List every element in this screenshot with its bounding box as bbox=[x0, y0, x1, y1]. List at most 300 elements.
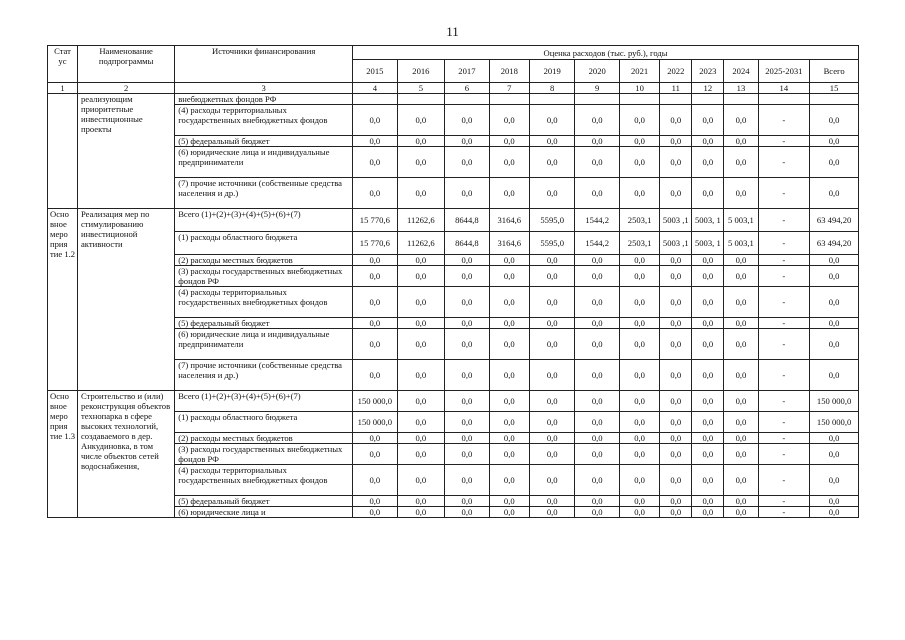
value-cell: 0,0 bbox=[529, 391, 575, 412]
header-col-number: 1 bbox=[48, 83, 78, 94]
value-cell: 0,0 bbox=[353, 287, 397, 318]
value-cell: 0,0 bbox=[724, 266, 758, 287]
header-name: Наименование подпрограммы bbox=[77, 46, 174, 83]
value-cell: 0,0 bbox=[619, 105, 659, 136]
value-cell: 5 003,1 bbox=[724, 232, 758, 255]
header-col-number: 7 bbox=[489, 83, 529, 94]
value-cell: 0,0 bbox=[397, 507, 445, 518]
value-cell: - bbox=[758, 232, 810, 255]
value-cell: 0,0 bbox=[445, 496, 489, 507]
value-cell: 11262,6 bbox=[397, 209, 445, 232]
value-cell: 0,0 bbox=[724, 360, 758, 391]
value-cell: 0,0 bbox=[353, 136, 397, 147]
value-cell: 2503,1 bbox=[619, 232, 659, 255]
header-year: 2022 bbox=[660, 60, 692, 83]
value-cell: 0,0 bbox=[529, 444, 575, 465]
value-cell: 0,0 bbox=[575, 255, 619, 266]
value-cell: 0,0 bbox=[619, 444, 659, 465]
value-cell: 0,0 bbox=[397, 255, 445, 266]
value-cell: 0,0 bbox=[529, 178, 575, 209]
value-cell: 0,0 bbox=[489, 433, 529, 444]
funding-source-cell: (2) расходы местных бюджетов bbox=[175, 433, 353, 444]
value-cell: 5003, 1 bbox=[692, 209, 724, 232]
value-cell: 63 494,20 bbox=[810, 232, 859, 255]
value-cell: 0,0 bbox=[724, 412, 758, 433]
value-cell: 5003 ,1 bbox=[660, 232, 692, 255]
budget-table bbox=[47, 45, 859, 518]
value-cell: 0,0 bbox=[692, 105, 724, 136]
value-cell: 0,0 bbox=[445, 178, 489, 209]
value-cell: 0,0 bbox=[810, 329, 859, 360]
value-cell: 0,0 bbox=[660, 147, 692, 178]
value-cell: 0,0 bbox=[810, 255, 859, 266]
value-cell: 0,0 bbox=[660, 465, 692, 496]
header-source: Источники финансирования bbox=[175, 46, 353, 83]
value-cell: 0,0 bbox=[529, 360, 575, 391]
value-cell: 0,0 bbox=[660, 507, 692, 518]
value-cell: 0,0 bbox=[397, 147, 445, 178]
value-cell: 0,0 bbox=[810, 507, 859, 518]
value-cell: 0,0 bbox=[489, 496, 529, 507]
value-cell: 0,0 bbox=[489, 178, 529, 209]
value-cell: 0,0 bbox=[619, 391, 659, 412]
value-cell: 0,0 bbox=[397, 444, 445, 465]
value-cell: 0,0 bbox=[619, 287, 659, 318]
value-cell: 0,0 bbox=[810, 465, 859, 496]
header-year: 2017 bbox=[445, 60, 489, 83]
header-col-number: 4 bbox=[353, 83, 397, 94]
value-cell: 0,0 bbox=[397, 318, 445, 329]
status-cell bbox=[48, 94, 78, 209]
value-cell: 0,0 bbox=[397, 105, 445, 136]
value-cell: 0,0 bbox=[810, 496, 859, 507]
header-col-number: 2 bbox=[77, 83, 174, 94]
value-cell: 150 000,0 bbox=[810, 412, 859, 433]
value-cell: 5003, 1 bbox=[692, 232, 724, 255]
value-cell: - bbox=[758, 287, 810, 318]
value-cell: 0,0 bbox=[619, 412, 659, 433]
header-year: 2024 bbox=[724, 60, 758, 83]
funding-source-cell: (2) расходы местных бюджетов bbox=[175, 255, 353, 266]
value-cell: 0,0 bbox=[724, 496, 758, 507]
value-cell: 0,0 bbox=[575, 136, 619, 147]
value-cell: - bbox=[758, 136, 810, 147]
value-cell: 0,0 bbox=[660, 329, 692, 360]
value-cell: 0,0 bbox=[445, 255, 489, 266]
value-cell: - bbox=[758, 391, 810, 412]
value-cell bbox=[397, 94, 445, 105]
value-cell bbox=[489, 94, 529, 105]
value-cell: - bbox=[758, 433, 810, 444]
value-cell: 0,0 bbox=[660, 496, 692, 507]
value-cell: 0,0 bbox=[489, 136, 529, 147]
value-cell: 0,0 bbox=[445, 360, 489, 391]
value-cell: 0,0 bbox=[353, 433, 397, 444]
value-cell: 0,0 bbox=[619, 329, 659, 360]
value-cell: 0,0 bbox=[660, 360, 692, 391]
value-cell: 1544,2 bbox=[575, 209, 619, 232]
funding-source-cell: (4) расходы территориальных государственных внебюджетных фондов bbox=[175, 287, 353, 318]
header-year: 2021 bbox=[619, 60, 659, 83]
value-cell: 5003 ,1 bbox=[660, 209, 692, 232]
value-cell: 0,0 bbox=[397, 287, 445, 318]
value-cell: 15 770,6 bbox=[353, 232, 397, 255]
value-cell: 0,0 bbox=[445, 105, 489, 136]
value-cell: 3164,6 bbox=[489, 232, 529, 255]
value-cell: 0,0 bbox=[810, 318, 859, 329]
header-year: 2016 bbox=[397, 60, 445, 83]
value-cell: 0,0 bbox=[810, 136, 859, 147]
value-cell: 0,0 bbox=[397, 465, 445, 496]
funding-source-cell: (5) федеральный бюджет bbox=[175, 318, 353, 329]
value-cell: 0,0 bbox=[575, 433, 619, 444]
table-row bbox=[48, 391, 859, 412]
value-cell: 0,0 bbox=[660, 136, 692, 147]
value-cell: 3164,6 bbox=[489, 209, 529, 232]
value-cell: - bbox=[758, 507, 810, 518]
value-cell: 0,0 bbox=[810, 433, 859, 444]
table-row bbox=[48, 94, 859, 105]
header-colnum-row bbox=[48, 83, 859, 94]
value-cell: 0,0 bbox=[445, 147, 489, 178]
value-cell: 0,0 bbox=[397, 433, 445, 444]
value-cell: 0,0 bbox=[660, 287, 692, 318]
funding-source-cell: (4) расходы территориальных государственных внебюджетных фондов bbox=[175, 105, 353, 136]
value-cell: 150 000,0 bbox=[810, 391, 859, 412]
funding-source-cell: (3) расходы государственных внебюджетных фондов РФ bbox=[175, 444, 353, 465]
value-cell: 0,0 bbox=[575, 391, 619, 412]
value-cell: 0,0 bbox=[724, 136, 758, 147]
value-cell: 0,0 bbox=[575, 178, 619, 209]
value-cell: 0,0 bbox=[692, 147, 724, 178]
value-cell: 0,0 bbox=[692, 507, 724, 518]
value-cell: 0,0 bbox=[529, 147, 575, 178]
value-cell: 0,0 bbox=[692, 318, 724, 329]
value-cell: 0,0 bbox=[489, 360, 529, 391]
value-cell: 0,0 bbox=[810, 147, 859, 178]
value-cell: 0,0 bbox=[353, 496, 397, 507]
value-cell: 150 000,0 bbox=[353, 412, 397, 433]
value-cell: 0,0 bbox=[660, 255, 692, 266]
value-cell: 0,0 bbox=[489, 318, 529, 329]
value-cell: - bbox=[758, 318, 810, 329]
value-cell: 0,0 bbox=[489, 444, 529, 465]
value-cell: 0,0 bbox=[489, 412, 529, 433]
value-cell bbox=[724, 94, 758, 105]
value-cell: 0,0 bbox=[353, 255, 397, 266]
value-cell: 0,0 bbox=[489, 266, 529, 287]
value-cell: 0,0 bbox=[575, 329, 619, 360]
header-col-number: 6 bbox=[445, 83, 489, 94]
value-cell: 0,0 bbox=[692, 433, 724, 444]
value-cell: 0,0 bbox=[660, 105, 692, 136]
header-col-number: 3 bbox=[175, 83, 353, 94]
value-cell: 0,0 bbox=[397, 178, 445, 209]
value-cell bbox=[810, 94, 859, 105]
value-cell: 0,0 bbox=[724, 391, 758, 412]
value-cell: 0,0 bbox=[353, 105, 397, 136]
value-cell: 0,0 bbox=[692, 329, 724, 360]
header-status: Стат ус bbox=[48, 46, 78, 83]
value-cell: 0,0 bbox=[810, 266, 859, 287]
value-cell: 0,0 bbox=[353, 178, 397, 209]
value-cell: - bbox=[758, 412, 810, 433]
value-cell: 63 494,20 bbox=[810, 209, 859, 232]
value-cell: 0,0 bbox=[724, 178, 758, 209]
value-cell: 0,0 bbox=[724, 105, 758, 136]
value-cell: 0,0 bbox=[529, 136, 575, 147]
funding-source-cell: (7) прочие источники (собственные средства населения и др.) bbox=[175, 360, 353, 391]
value-cell: - bbox=[758, 329, 810, 360]
value-cell: 0,0 bbox=[724, 507, 758, 518]
value-cell: 0,0 bbox=[619, 507, 659, 518]
value-cell: 0,0 bbox=[724, 465, 758, 496]
value-cell: 0,0 bbox=[529, 507, 575, 518]
value-cell: - bbox=[758, 178, 810, 209]
value-cell: 0,0 bbox=[724, 147, 758, 178]
value-cell: - bbox=[758, 266, 810, 287]
subprogram-name-cell: реализующим приоритетные инвестиционные проекты bbox=[77, 94, 174, 209]
value-cell: 0,0 bbox=[397, 391, 445, 412]
value-cell: 0,0 bbox=[445, 433, 489, 444]
table-body bbox=[48, 46, 859, 518]
header-year: 2020 bbox=[575, 60, 619, 83]
header-col-number: 14 bbox=[758, 83, 810, 94]
header-col-number: 15 bbox=[810, 83, 859, 94]
header-year: 2018 bbox=[489, 60, 529, 83]
value-cell: 0,0 bbox=[445, 507, 489, 518]
header-year: Всего bbox=[810, 60, 859, 83]
value-cell: 0,0 bbox=[619, 178, 659, 209]
value-cell: 0,0 bbox=[692, 444, 724, 465]
value-cell: 0,0 bbox=[575, 147, 619, 178]
subprogram-name-cell: Строительство и (или) реконструкция объектов технопарка в сфере высоких технологий, создаваемого в дер. Анкудиновка, в том числе объектов сетей водоснабжения, bbox=[77, 391, 174, 518]
funding-source-cell: (3) расходы государственных внебюджетных фондов РФ bbox=[175, 266, 353, 287]
value-cell: 0,0 bbox=[692, 496, 724, 507]
value-cell: 0,0 bbox=[575, 465, 619, 496]
value-cell: 0,0 bbox=[397, 136, 445, 147]
value-cell: 0,0 bbox=[489, 287, 529, 318]
value-cell: 0,0 bbox=[353, 147, 397, 178]
value-cell: 0,0 bbox=[445, 412, 489, 433]
value-cell: 0,0 bbox=[692, 391, 724, 412]
value-cell bbox=[353, 94, 397, 105]
funding-source-cell: (1) расходы областного бюджета bbox=[175, 232, 353, 255]
value-cell: 0,0 bbox=[445, 329, 489, 360]
value-cell: 0,0 bbox=[810, 105, 859, 136]
value-cell: 0,0 bbox=[619, 433, 659, 444]
value-cell: 0,0 bbox=[724, 329, 758, 360]
value-cell: 0,0 bbox=[575, 360, 619, 391]
subprogram-name-cell: Реализация мер по стимулированию инвестиционой активности bbox=[77, 209, 174, 391]
value-cell: 0,0 bbox=[529, 105, 575, 136]
funding-source-cell: (4) расходы территориальных государственных внебюджетных фондов bbox=[175, 465, 353, 496]
value-cell: 0,0 bbox=[529, 433, 575, 444]
value-cell: 0,0 bbox=[575, 444, 619, 465]
header-col-number: 9 bbox=[575, 83, 619, 94]
value-cell: 0,0 bbox=[489, 147, 529, 178]
value-cell: 0,0 bbox=[724, 255, 758, 266]
table-row bbox=[48, 209, 859, 232]
value-cell: 0,0 bbox=[445, 136, 489, 147]
value-cell: - bbox=[758, 360, 810, 391]
value-cell: 0,0 bbox=[660, 178, 692, 209]
header-col-number: 10 bbox=[619, 83, 659, 94]
value-cell: 0,0 bbox=[397, 266, 445, 287]
value-cell: 150 000,0 bbox=[353, 391, 397, 412]
header-col-number: 5 bbox=[397, 83, 445, 94]
value-cell: 0,0 bbox=[575, 105, 619, 136]
value-cell: 11262,6 bbox=[397, 232, 445, 255]
value-cell: 0,0 bbox=[619, 255, 659, 266]
value-cell: 0,0 bbox=[397, 329, 445, 360]
value-cell: 0,0 bbox=[660, 433, 692, 444]
header-year: 2015 bbox=[353, 60, 397, 83]
value-cell: - bbox=[758, 496, 810, 507]
value-cell: 0,0 bbox=[353, 465, 397, 496]
funding-source-cell: (7) прочие источники (собственные средства населения и др.) bbox=[175, 178, 353, 209]
value-cell: 0,0 bbox=[529, 287, 575, 318]
value-cell: 0,0 bbox=[489, 465, 529, 496]
value-cell: 5595,0 bbox=[529, 209, 575, 232]
value-cell: 0,0 bbox=[489, 391, 529, 412]
value-cell: 0,0 bbox=[619, 266, 659, 287]
funding-source-cell: (6) юридические лица и индивидуальные предприниматели bbox=[175, 147, 353, 178]
funding-source-cell: (5) федеральный бюджет bbox=[175, 136, 353, 147]
header-col-number: 11 bbox=[660, 83, 692, 94]
value-cell: 0,0 bbox=[397, 412, 445, 433]
value-cell: 0,0 bbox=[575, 412, 619, 433]
value-cell: 0,0 bbox=[575, 266, 619, 287]
value-cell: 0,0 bbox=[692, 360, 724, 391]
value-cell: 0,0 bbox=[445, 465, 489, 496]
value-cell: 0,0 bbox=[529, 318, 575, 329]
funding-source-cell: (6) юридические лица и индивидуальные предприниматели bbox=[175, 329, 353, 360]
value-cell: 0,0 bbox=[489, 329, 529, 360]
value-cell: 0,0 bbox=[692, 465, 724, 496]
value-cell: 0,0 bbox=[810, 444, 859, 465]
value-cell: 0,0 bbox=[529, 412, 575, 433]
value-cell: 0,0 bbox=[692, 178, 724, 209]
value-cell: 0,0 bbox=[619, 136, 659, 147]
header-col-number: 13 bbox=[724, 83, 758, 94]
value-cell: 0,0 bbox=[692, 412, 724, 433]
value-cell bbox=[758, 94, 810, 105]
value-cell: 0,0 bbox=[619, 496, 659, 507]
value-cell: - bbox=[758, 444, 810, 465]
value-cell: 0,0 bbox=[724, 433, 758, 444]
page-number: 11 bbox=[446, 24, 459, 39]
value-cell: 1544,2 bbox=[575, 232, 619, 255]
value-cell: 0,0 bbox=[489, 105, 529, 136]
value-cell: 0,0 bbox=[529, 465, 575, 496]
header-col-number: 8 bbox=[529, 83, 575, 94]
value-cell: 0,0 bbox=[397, 496, 445, 507]
value-cell: 0,0 bbox=[489, 507, 529, 518]
value-cell: 0,0 bbox=[353, 507, 397, 518]
value-cell: 0,0 bbox=[575, 318, 619, 329]
funding-source-cell: (1) расходы областного бюджета bbox=[175, 412, 353, 433]
header-year: 2023 bbox=[692, 60, 724, 83]
funding-source-cell: (5) федеральный бюджет bbox=[175, 496, 353, 507]
value-cell bbox=[445, 94, 489, 105]
value-cell: 0,0 bbox=[445, 318, 489, 329]
value-cell: 0,0 bbox=[353, 266, 397, 287]
value-cell: 0,0 bbox=[575, 287, 619, 318]
value-cell: 0,0 bbox=[724, 444, 758, 465]
funding-source-cell: внебюджетных фондов РФ bbox=[175, 94, 353, 105]
value-cell: 0,0 bbox=[660, 266, 692, 287]
value-cell: 0,0 bbox=[660, 318, 692, 329]
value-cell: - bbox=[758, 105, 810, 136]
value-cell: - bbox=[758, 209, 810, 232]
value-cell: 5595,0 bbox=[529, 232, 575, 255]
value-cell: 0,0 bbox=[445, 391, 489, 412]
value-cell bbox=[529, 94, 575, 105]
header-estimate: Оценка расходов (тыс. руб.), годы bbox=[353, 46, 859, 60]
value-cell: 0,0 bbox=[692, 255, 724, 266]
value-cell: 0,0 bbox=[353, 318, 397, 329]
header-year: 2025-2031 bbox=[758, 60, 810, 83]
value-cell: 0,0 bbox=[489, 255, 529, 266]
funding-source-cell: Всего (1)+(2)+(3)+(4)+(5)+(6)+(7) bbox=[175, 209, 353, 232]
value-cell: - bbox=[758, 147, 810, 178]
value-cell: 0,0 bbox=[353, 444, 397, 465]
value-cell: 15 770,6 bbox=[353, 209, 397, 232]
value-cell: 8644,8 bbox=[445, 209, 489, 232]
value-cell: 0,0 bbox=[619, 318, 659, 329]
value-cell: 0,0 bbox=[353, 360, 397, 391]
value-cell: 0,0 bbox=[619, 465, 659, 496]
value-cell: 0,0 bbox=[810, 178, 859, 209]
value-cell: 0,0 bbox=[660, 391, 692, 412]
value-cell: 0,0 bbox=[445, 287, 489, 318]
status-cell: Осно вное меро прия тие 1.2 bbox=[48, 209, 78, 391]
value-cell: 0,0 bbox=[810, 360, 859, 391]
value-cell: 0,0 bbox=[397, 360, 445, 391]
value-cell: 0,0 bbox=[529, 255, 575, 266]
value-cell: 0,0 bbox=[353, 329, 397, 360]
value-cell: 0,0 bbox=[660, 444, 692, 465]
funding-source-cell: Всего (1)+(2)+(3)+(4)+(5)+(6)+(7) bbox=[175, 391, 353, 412]
value-cell bbox=[660, 94, 692, 105]
funding-source-cell: (6) юридические лица и bbox=[175, 507, 353, 518]
header-year: 2019 bbox=[529, 60, 575, 83]
header-col-number: 12 bbox=[692, 83, 724, 94]
value-cell: 0,0 bbox=[575, 496, 619, 507]
value-cell bbox=[575, 94, 619, 105]
value-cell: 0,0 bbox=[724, 318, 758, 329]
value-cell bbox=[619, 94, 659, 105]
value-cell bbox=[692, 94, 724, 105]
value-cell: 0,0 bbox=[619, 360, 659, 391]
value-cell: 0,0 bbox=[445, 266, 489, 287]
value-cell: 0,0 bbox=[660, 412, 692, 433]
value-cell: - bbox=[758, 465, 810, 496]
value-cell: 0,0 bbox=[692, 287, 724, 318]
value-cell: 8644,8 bbox=[445, 232, 489, 255]
value-cell: 0,0 bbox=[529, 266, 575, 287]
value-cell: 0,0 bbox=[692, 136, 724, 147]
value-cell: 0,0 bbox=[619, 147, 659, 178]
value-cell: - bbox=[758, 255, 810, 266]
value-cell: 0,0 bbox=[529, 329, 575, 360]
value-cell: 0,0 bbox=[445, 444, 489, 465]
value-cell: 5 003,1 bbox=[724, 209, 758, 232]
value-cell: 0,0 bbox=[810, 287, 859, 318]
value-cell: 0,0 bbox=[529, 496, 575, 507]
value-cell: 0,0 bbox=[692, 266, 724, 287]
